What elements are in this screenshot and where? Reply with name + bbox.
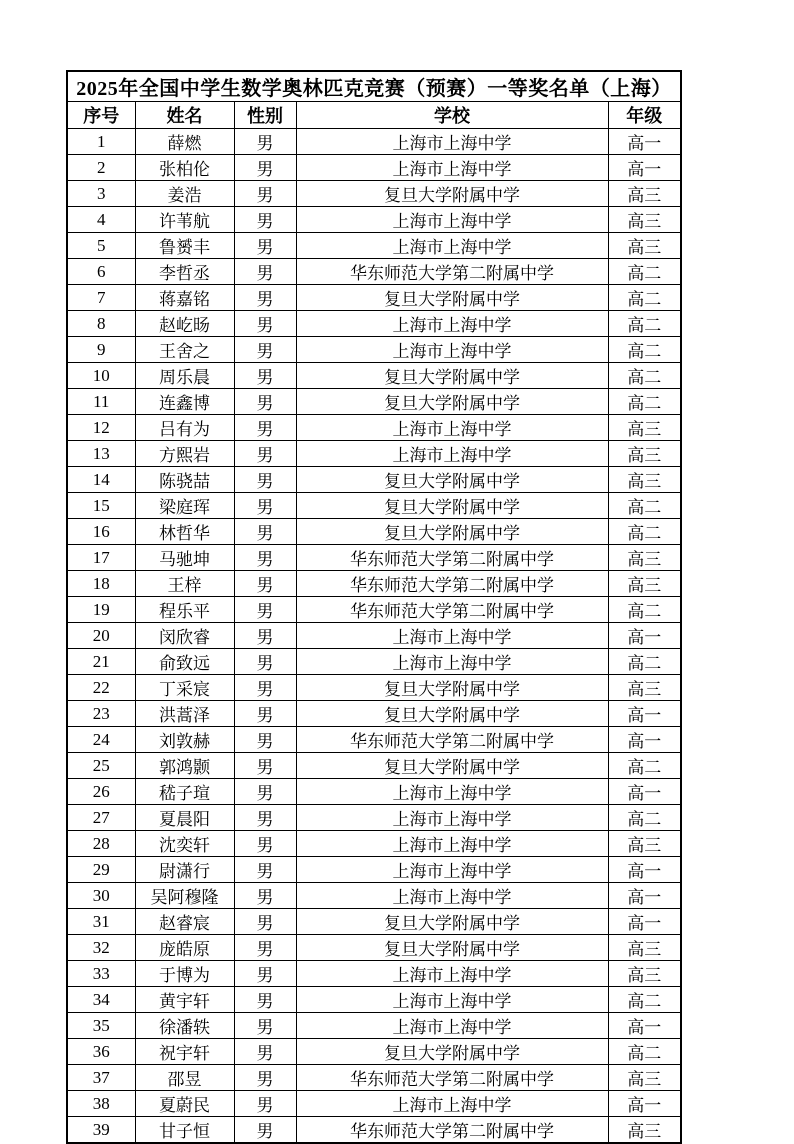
cell-index: 4 [67,207,135,233]
page-title: 2025年全国中学生数学奥林匹克竞赛（预赛）一等奖名单（上海） [67,71,681,102]
cell-gender: 男 [234,857,296,883]
cell-grade: 高一 [608,857,681,883]
cell-name: 尉潇行 [135,857,234,883]
column-header-gender: 性别 [234,102,296,129]
table-row [67,779,681,805]
cell-school: 上海市上海中学 [296,337,608,363]
cell-gender: 男 [234,467,296,493]
cell-gender: 男 [234,649,296,675]
cell-name: 夏蔚民 [135,1091,234,1117]
cell-grade: 高三 [608,207,681,233]
cell-index: 35 [67,1013,135,1039]
cell-grade: 高三 [608,415,681,441]
cell-school: 上海市上海中学 [296,311,608,337]
cell-gender: 男 [234,909,296,935]
table-row [67,1117,681,1144]
table-row [67,259,681,285]
table-row [67,597,681,623]
cell-school: 复旦大学附属中学 [296,363,608,389]
cell-school: 复旦大学附属中学 [296,675,608,701]
cell-gender: 男 [234,883,296,909]
table-row [67,1013,681,1039]
cell-grade: 高一 [608,129,681,155]
cell-gender: 男 [234,571,296,597]
cell-index: 29 [67,857,135,883]
cell-index: 17 [67,545,135,571]
cell-name: 陈骁喆 [135,467,234,493]
cell-school: 复旦大学附属中学 [296,1039,608,1065]
table-row [67,623,681,649]
table-row [67,961,681,987]
award-table [66,70,682,1144]
cell-name: 邵昱 [135,1065,234,1091]
cell-index: 18 [67,571,135,597]
cell-school: 复旦大学附属中学 [296,753,608,779]
cell-school: 华东师范大学第二附属中学 [296,1117,608,1144]
cell-index: 25 [67,753,135,779]
cell-grade: 高二 [608,311,681,337]
table-row [67,363,681,389]
cell-gender: 男 [234,233,296,259]
cell-name: 林哲华 [135,519,234,545]
cell-grade: 高三 [608,571,681,597]
cell-name: 薛燃 [135,129,234,155]
cell-name: 于博为 [135,961,234,987]
cell-gender: 男 [234,753,296,779]
cell-name: 蒋嘉铭 [135,285,234,311]
cell-name: 夏晨阳 [135,805,234,831]
cell-school: 上海市上海中学 [296,649,608,675]
cell-gender: 男 [234,1091,296,1117]
cell-name: 徐潘轶 [135,1013,234,1039]
cell-grade: 高一 [608,1013,681,1039]
cell-gender: 男 [234,1065,296,1091]
cell-index: 20 [67,623,135,649]
cell-name: 俞致远 [135,649,234,675]
cell-gender: 男 [234,1117,296,1144]
cell-grade: 高二 [608,1039,681,1065]
cell-school: 复旦大学附属中学 [296,285,608,311]
cell-name: 李哲丞 [135,259,234,285]
cell-gender: 男 [234,311,296,337]
cell-name: 连鑫博 [135,389,234,415]
cell-name: 洪蒿泽 [135,701,234,727]
cell-grade: 高三 [608,935,681,961]
cell-index: 31 [67,909,135,935]
cell-gender: 男 [234,207,296,233]
title-row [67,71,681,102]
cell-gender: 男 [234,129,296,155]
table-row [67,935,681,961]
cell-index: 23 [67,701,135,727]
cell-index: 2 [67,155,135,181]
table-row [67,753,681,779]
cell-school: 华东师范大学第二附属中学 [296,259,608,285]
cell-gender: 男 [234,987,296,1013]
table-row [67,467,681,493]
table-row [67,389,681,415]
cell-name: 姜浩 [135,181,234,207]
cell-name: 刘敦赫 [135,727,234,753]
cell-gender: 男 [234,727,296,753]
table-row [67,207,681,233]
cell-school: 上海市上海中学 [296,415,608,441]
cell-grade: 高三 [608,181,681,207]
table-row [67,519,681,545]
header-row [67,102,681,129]
cell-gender: 男 [234,805,296,831]
cell-index: 21 [67,649,135,675]
table-row [67,649,681,675]
cell-school: 上海市上海中学 [296,987,608,1013]
cell-index: 16 [67,519,135,545]
column-header-index: 序号 [67,102,135,129]
cell-name: 赵睿宸 [135,909,234,935]
cell-index: 39 [67,1117,135,1144]
cell-gender: 男 [234,337,296,363]
cell-school: 上海市上海中学 [296,961,608,987]
cell-school: 复旦大学附属中学 [296,467,608,493]
cell-school: 华东师范大学第二附属中学 [296,597,608,623]
cell-name: 鲁赟丰 [135,233,234,259]
cell-school: 上海市上海中学 [296,1091,608,1117]
cell-grade: 高三 [608,441,681,467]
cell-school: 华东师范大学第二附属中学 [296,1065,608,1091]
table-row [67,1039,681,1065]
cell-index: 1 [67,129,135,155]
cell-grade: 高三 [608,233,681,259]
cell-grade: 高一 [608,623,681,649]
cell-school: 上海市上海中学 [296,805,608,831]
cell-gender: 男 [234,623,296,649]
cell-gender: 男 [234,493,296,519]
cell-grade: 高二 [608,519,681,545]
table-row [67,493,681,519]
cell-index: 27 [67,805,135,831]
cell-index: 12 [67,415,135,441]
cell-index: 13 [67,441,135,467]
cell-school: 复旦大学附属中学 [296,389,608,415]
cell-grade: 高二 [608,285,681,311]
cell-grade: 高二 [608,259,681,285]
table-row [67,233,681,259]
column-header-school: 学校 [296,102,608,129]
table-row [67,701,681,727]
table-row [67,909,681,935]
cell-grade: 高三 [608,675,681,701]
cell-index: 5 [67,233,135,259]
cell-school: 上海市上海中学 [296,129,608,155]
cell-index: 15 [67,493,135,519]
cell-index: 6 [67,259,135,285]
cell-gender: 男 [234,441,296,467]
cell-grade: 高二 [608,337,681,363]
cell-name: 郭鸿颢 [135,753,234,779]
cell-grade: 高三 [608,467,681,493]
cell-name: 赵屹旸 [135,311,234,337]
cell-grade: 高二 [608,987,681,1013]
cell-gender: 男 [234,545,296,571]
cell-school: 复旦大学附属中学 [296,701,608,727]
cell-index: 24 [67,727,135,753]
cell-name: 张柏伦 [135,155,234,181]
table-row [67,545,681,571]
table-row [67,675,681,701]
cell-school: 上海市上海中学 [296,831,608,857]
cell-grade: 高三 [608,1065,681,1091]
cell-grade: 高三 [608,831,681,857]
cell-grade: 高二 [608,493,681,519]
cell-gender: 男 [234,675,296,701]
cell-index: 10 [67,363,135,389]
cell-gender: 男 [234,259,296,285]
cell-school: 复旦大学附属中学 [296,181,608,207]
column-header-grade: 年级 [608,102,681,129]
cell-school: 上海市上海中学 [296,623,608,649]
cell-index: 36 [67,1039,135,1065]
cell-gender: 男 [234,701,296,727]
cell-name: 梁庭珲 [135,493,234,519]
cell-name: 王梓 [135,571,234,597]
cell-index: 28 [67,831,135,857]
table-row [67,857,681,883]
cell-gender: 男 [234,1013,296,1039]
cell-grade: 高一 [608,155,681,181]
cell-index: 22 [67,675,135,701]
table-row [67,311,681,337]
table-row [67,129,681,155]
cell-grade: 高一 [608,779,681,805]
cell-school: 复旦大学附属中学 [296,519,608,545]
cell-name: 许苇航 [135,207,234,233]
cell-index: 37 [67,1065,135,1091]
cell-grade: 高二 [608,389,681,415]
table-row [67,571,681,597]
cell-school: 上海市上海中学 [296,233,608,259]
cell-index: 7 [67,285,135,311]
cell-gender: 男 [234,155,296,181]
table-row [67,1065,681,1091]
table-row [67,727,681,753]
column-header-name: 姓名 [135,102,234,129]
cell-index: 19 [67,597,135,623]
cell-school: 上海市上海中学 [296,1013,608,1039]
cell-gender: 男 [234,779,296,805]
cell-grade: 高一 [608,1091,681,1117]
cell-grade: 高三 [608,961,681,987]
cell-index: 33 [67,961,135,987]
cell-school: 上海市上海中学 [296,883,608,909]
cell-index: 34 [67,987,135,1013]
cell-gender: 男 [234,831,296,857]
cell-school: 复旦大学附属中学 [296,909,608,935]
cell-index: 9 [67,337,135,363]
table-row [67,1091,681,1117]
table-row [67,805,681,831]
cell-name: 嵇子瑄 [135,779,234,805]
table-row [67,181,681,207]
cell-grade: 高三 [608,1117,681,1144]
cell-gender: 男 [234,415,296,441]
cell-grade: 高一 [608,727,681,753]
cell-grade: 高二 [608,363,681,389]
cell-index: 11 [67,389,135,415]
cell-grade: 高一 [608,701,681,727]
cell-school: 上海市上海中学 [296,441,608,467]
cell-index: 26 [67,779,135,805]
cell-name: 吴阿穆隆 [135,883,234,909]
cell-grade: 高一 [608,909,681,935]
cell-gender: 男 [234,519,296,545]
cell-index: 32 [67,935,135,961]
cell-school: 华东师范大学第二附属中学 [296,571,608,597]
cell-name: 周乐晨 [135,363,234,389]
cell-grade: 高二 [608,597,681,623]
cell-index: 30 [67,883,135,909]
cell-grade: 高三 [608,545,681,571]
cell-name: 丁采宸 [135,675,234,701]
cell-index: 14 [67,467,135,493]
cell-name: 黄宇轩 [135,987,234,1013]
table-row [67,415,681,441]
table-row [67,831,681,857]
cell-name: 沈奕轩 [135,831,234,857]
table-row [67,441,681,467]
cell-school: 复旦大学附属中学 [296,493,608,519]
cell-name: 程乐平 [135,597,234,623]
cell-gender: 男 [234,961,296,987]
cell-grade: 高二 [608,753,681,779]
cell-name: 王舍之 [135,337,234,363]
cell-gender: 男 [234,363,296,389]
cell-school: 上海市上海中学 [296,857,608,883]
cell-name: 马驰坤 [135,545,234,571]
table-row [67,883,681,909]
table-body [67,129,681,1144]
cell-index: 3 [67,181,135,207]
table-row [67,155,681,181]
cell-index: 8 [67,311,135,337]
table-row [67,285,681,311]
table-row [67,987,681,1013]
cell-grade: 高一 [608,883,681,909]
cell-school: 华东师范大学第二附属中学 [296,545,608,571]
table-row [67,337,681,363]
cell-school: 上海市上海中学 [296,779,608,805]
cell-name: 祝宇轩 [135,1039,234,1065]
cell-grade: 高二 [608,805,681,831]
cell-school: 上海市上海中学 [296,155,608,181]
cell-gender: 男 [234,181,296,207]
cell-gender: 男 [234,597,296,623]
cell-grade: 高二 [608,649,681,675]
cell-gender: 男 [234,285,296,311]
cell-index: 38 [67,1091,135,1117]
cell-name: 甘子恒 [135,1117,234,1144]
cell-school: 上海市上海中学 [296,207,608,233]
cell-gender: 男 [234,389,296,415]
cell-school: 华东师范大学第二附属中学 [296,727,608,753]
cell-gender: 男 [234,935,296,961]
cell-name: 闵欣睿 [135,623,234,649]
cell-name: 吕有为 [135,415,234,441]
cell-school: 复旦大学附属中学 [296,935,608,961]
cell-name: 庞皓原 [135,935,234,961]
cell-name: 方熙岩 [135,441,234,467]
cell-gender: 男 [234,1039,296,1065]
